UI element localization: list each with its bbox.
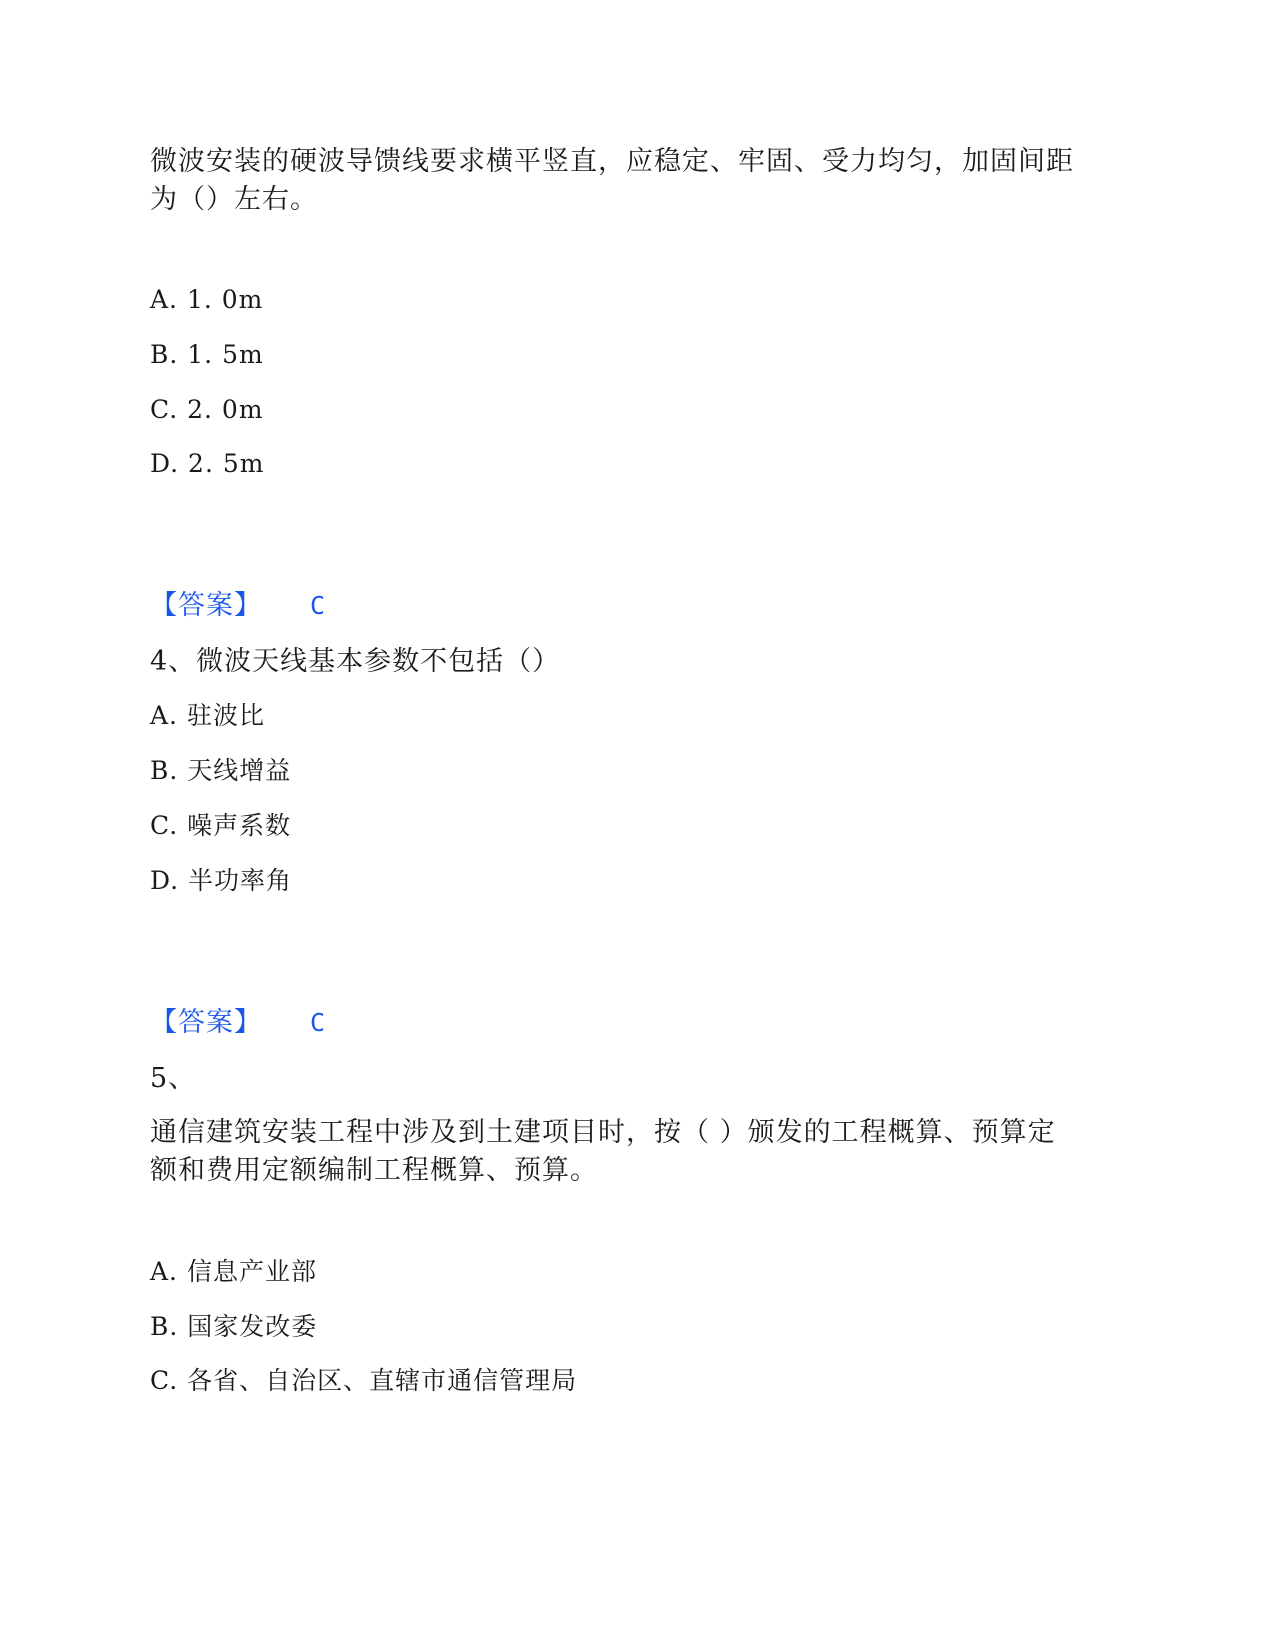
q3-stem-line2: 为（）左右。 bbox=[150, 184, 318, 215]
q5-stem-line2: 额和费用定额编制工程概算、预算。 bbox=[150, 1155, 598, 1186]
q3-option-b: B. 1. 5m bbox=[150, 340, 264, 369]
q3-option-c: C. 2. 0m bbox=[150, 395, 264, 424]
q5-option-b: B. 国家发改委 bbox=[150, 1312, 318, 1341]
q3-option-a: A. 1. 0m bbox=[150, 285, 264, 314]
q5-option-a: A. 信息产业部 bbox=[150, 1257, 317, 1286]
q3-answer bbox=[150, 587, 327, 625]
q4-option-c: C. 噪声系数 bbox=[150, 811, 292, 840]
q4-answer-value: C bbox=[310, 1008, 327, 1037]
q3-option-d: D. 2. 5m bbox=[150, 449, 265, 478]
q3-stem-line1: 微波安装的硬波导馈线要求横平竖直，应稳定、牢固、受力均匀，加固间距 bbox=[150, 146, 1074, 177]
q5-option-c: C. 各省、自治区、直辖市通信管理局 bbox=[150, 1366, 578, 1395]
q4-stem: 4、微波天线基本参数不包括（） bbox=[150, 646, 561, 677]
q4-answer-label: 【答案】 bbox=[150, 1007, 262, 1038]
q4-option-a: A. 驻波比 bbox=[150, 701, 265, 730]
q4-answer bbox=[150, 1004, 327, 1042]
q3-answer-label: 【答案】 bbox=[150, 590, 262, 621]
q5-stem-line1: 通信建筑安装工程中涉及到土建项目时，按（ ）颁发的工程概算、预算定 bbox=[150, 1117, 1056, 1148]
q4-option-b: B. 天线增益 bbox=[150, 756, 292, 785]
q4-option-d: D. 半功率角 bbox=[150, 866, 293, 895]
q5-number: 5、 bbox=[150, 1063, 197, 1094]
q3-answer-value: C bbox=[310, 591, 327, 620]
